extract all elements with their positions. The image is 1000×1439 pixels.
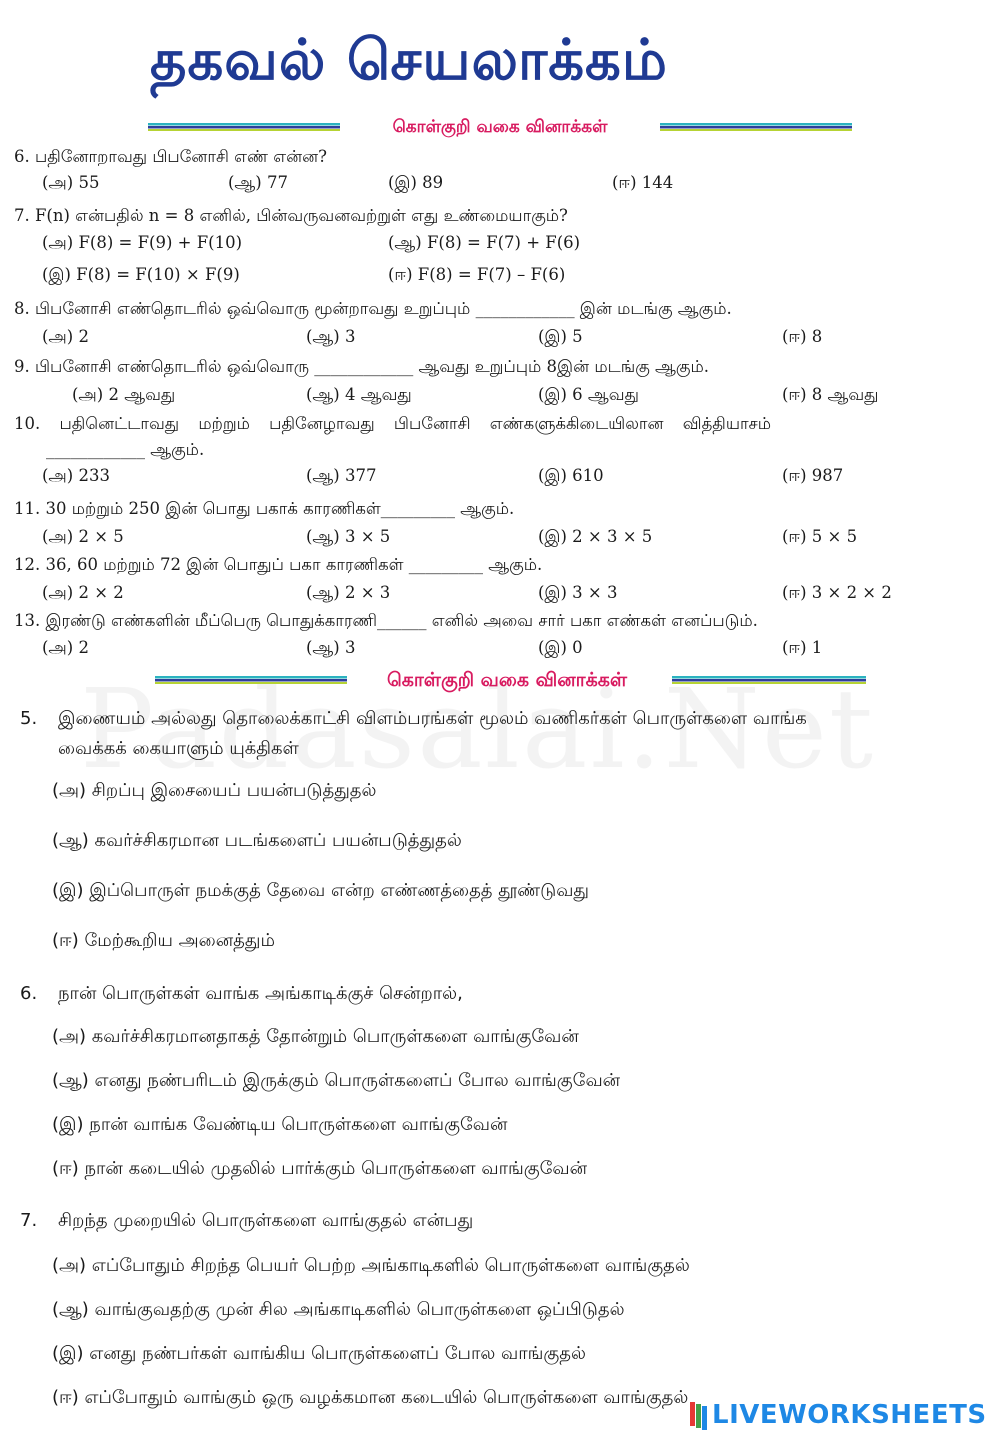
option-b[interactable]: (ஆ) 2 × 3	[306, 583, 391, 602]
option-c[interactable]: (இ) 3 × 3	[538, 583, 618, 602]
option-c[interactable]: (இ) 0	[538, 638, 583, 657]
option-c[interactable]: (இ) 89	[388, 173, 444, 192]
option-a[interactable]: (அ) F(8) = F(9) + F(10)	[42, 233, 243, 252]
question-number: 6.	[20, 983, 38, 1004]
option-d[interactable]: (ஈ) F(8) = F(7) – F(6)	[388, 265, 566, 284]
option-c[interactable]: (இ) 5	[538, 327, 583, 346]
option-d[interactable]: (ஈ) 1	[782, 638, 823, 657]
option-a[interactable]: (அ) 2 ஆவது	[72, 385, 176, 404]
option-c[interactable]: (இ) நான் வாங்க வேண்டிய பொருள்களை வாங்குவேன்	[52, 1114, 508, 1135]
option-a[interactable]: (அ) 2 × 5	[42, 527, 124, 546]
option-d[interactable]: (ஈ) 8	[782, 327, 823, 346]
option-d[interactable]: (ஈ) 987	[782, 466, 844, 485]
option-c[interactable]: (இ) எனது நண்பர்கள் வாங்கிய பொருள்களைப் போல வாங்குதல்	[52, 1343, 586, 1364]
option-d[interactable]: (ஈ) நான் கடையில் முதலில் பார்க்கும் பொருள்களை வாங்குவேன்	[52, 1158, 588, 1179]
liveworksheets-label: LIVEWORKSHEETS	[712, 1400, 987, 1430]
question-text: 6. பதினோறாவது பிபனோசி எண் என்ன?	[14, 147, 327, 166]
option-a[interactable]: (அ) 2	[42, 327, 89, 346]
question-number: 5.	[20, 708, 38, 729]
question-text: 9. பிபனோசி எண்தொடரில் ஒவ்வொரு ____________ ஆவது உறுப்பும் 8இன் மடங்கு ஆகும்.	[14, 357, 709, 376]
option-d[interactable]: (ஈ) 3 × 2 × 2	[782, 583, 892, 602]
option-a[interactable]: (அ) 233	[42, 466, 110, 485]
question-text: இணையம் அல்லது தொலைக்காட்சி விளம்பரங்கள் மூலம் வணிகர்கள் பொருள்களை வாங்க	[58, 708, 807, 729]
option-c[interactable]: (இ) 610	[538, 466, 604, 485]
question-text: 7. F(n) என்பதில் n = 8 எனில், பின்வருவனவற்றுள் எது உண்மையாகும்?	[14, 206, 568, 225]
option-b[interactable]: (ஆ) எனது நண்பரிடம் இருக்கும் பொருள்களைப் போல வாங்குவேன்	[52, 1070, 621, 1091]
question-text-continued: வைக்கக் கையாளும் யுக்திகள்	[58, 738, 299, 759]
header-rule-right	[660, 123, 852, 131]
page-title: தகவல் செயலாக்கம்	[150, 28, 668, 93]
option-a[interactable]: (அ) சிறப்பு இசையைப் பயன்படுத்துதல்	[52, 780, 377, 801]
question-text: 11. 30 மற்றும் 250 இன் பொது பகாக் காரணிகள்_________ ஆகும்.	[14, 499, 515, 518]
section-header-2	[0, 669, 1000, 695]
question-text: சிறந்த முறையில் பொருள்களை வாங்குதல் என்பது	[58, 1210, 474, 1231]
liveworksheets-logo-icon	[690, 1402, 708, 1428]
option-c[interactable]: (இ) இப்பொருள் நமக்குத் தேவை என்ற எண்ணத்தைத் தூண்டுவது	[52, 880, 590, 901]
option-c[interactable]: (இ) 6 ஆவது	[538, 385, 639, 404]
question-text: 10. பதினெட்டாவது மற்றும் பதினேழாவது பிபனோசி எண்களுக்கிடையிலான வித்தியாசம்	[14, 414, 772, 433]
question-text: 8. பிபனோசி எண்தொடரில் ஒவ்வொரு மூன்றாவது உறுப்பும் ____________ இன் மடங்கு ஆகும்.	[14, 299, 732, 318]
question-text: 13. இரண்டு எண்களின் மீப்பெரு பொதுக்காரணி______ எனில் அவை சார் பகா எண்கள் எனப்படும்.	[14, 611, 758, 630]
option-d[interactable]: (ஈ) எப்போதும் வாங்கும் ஒரு வழக்கமான கடையில் பொருள்களை வாங்குதல்	[52, 1387, 689, 1408]
section-header-1-label: கொள்குறி வகை வினாக்கள்	[392, 117, 608, 137]
option-a[interactable]: (அ) எப்போதும் சிறந்த பெயர் பெற்ற அங்காடிகளில் பொருள்களை வாங்குதல்	[52, 1255, 690, 1276]
option-d[interactable]: (ஈ) 144	[612, 173, 674, 192]
option-c[interactable]: (இ) F(8) = F(10) × F(9)	[42, 265, 240, 284]
option-b[interactable]: (ஆ) F(8) = F(7) + F(6)	[388, 233, 581, 252]
option-a[interactable]: (அ) கவர்ச்சிகரமானதாகத் தோன்றும் பொருள்களை வாங்குவேன்	[52, 1026, 579, 1047]
question-text-continued: ____________ ஆகும்.	[46, 440, 205, 459]
section-header-1	[0, 117, 1000, 141]
option-b[interactable]: (ஆ) 4 ஆவது	[306, 385, 412, 404]
option-b[interactable]: (ஆ) 77	[228, 173, 288, 192]
question-text: 12. 36, 60 மற்றும் 72 இன் பொதுப் பகா காரணிகள் _________ ஆகும்.	[14, 555, 543, 574]
option-b[interactable]: (ஆ) 3	[306, 327, 356, 346]
header-rule-left	[155, 676, 347, 684]
option-b[interactable]: (ஆ) 3	[306, 638, 356, 657]
liveworksheets-badge[interactable]	[690, 1398, 987, 1432]
option-b[interactable]: (ஆ) 3 × 5	[306, 527, 391, 546]
question-number: 7.	[20, 1210, 38, 1231]
option-b[interactable]: (ஆ) கவர்ச்சிகரமான படங்களைப் பயன்படுத்துதல்	[52, 830, 462, 851]
option-d[interactable]: (ஈ) 5 × 5	[782, 527, 858, 546]
header-rule-right	[672, 676, 866, 684]
question-text: நான் பொருள்கள் வாங்க அங்காடிக்குச் சென்றால்,	[58, 983, 463, 1004]
option-b[interactable]: (ஆ) வாங்குவதற்கு முன் சில அங்காடிகளில் பொருள்களை ஒப்பிடுதல்	[52, 1299, 625, 1320]
option-a[interactable]: (அ) 55	[42, 173, 100, 192]
option-a[interactable]: (அ) 2	[42, 638, 89, 657]
header-rule-left	[148, 123, 340, 131]
option-c[interactable]: (இ) 2 × 3 × 5	[538, 527, 653, 546]
section-header-2-label: கொள்குறி வகை வினாக்கள்	[386, 669, 628, 691]
option-a[interactable]: (அ) 2 × 2	[42, 583, 124, 602]
option-d[interactable]: (ஈ) 8 ஆவது	[782, 385, 879, 404]
option-b[interactable]: (ஆ) 377	[306, 466, 377, 485]
option-d[interactable]: (ஈ) மேற்கூறிய அனைத்தும்	[52, 930, 275, 951]
